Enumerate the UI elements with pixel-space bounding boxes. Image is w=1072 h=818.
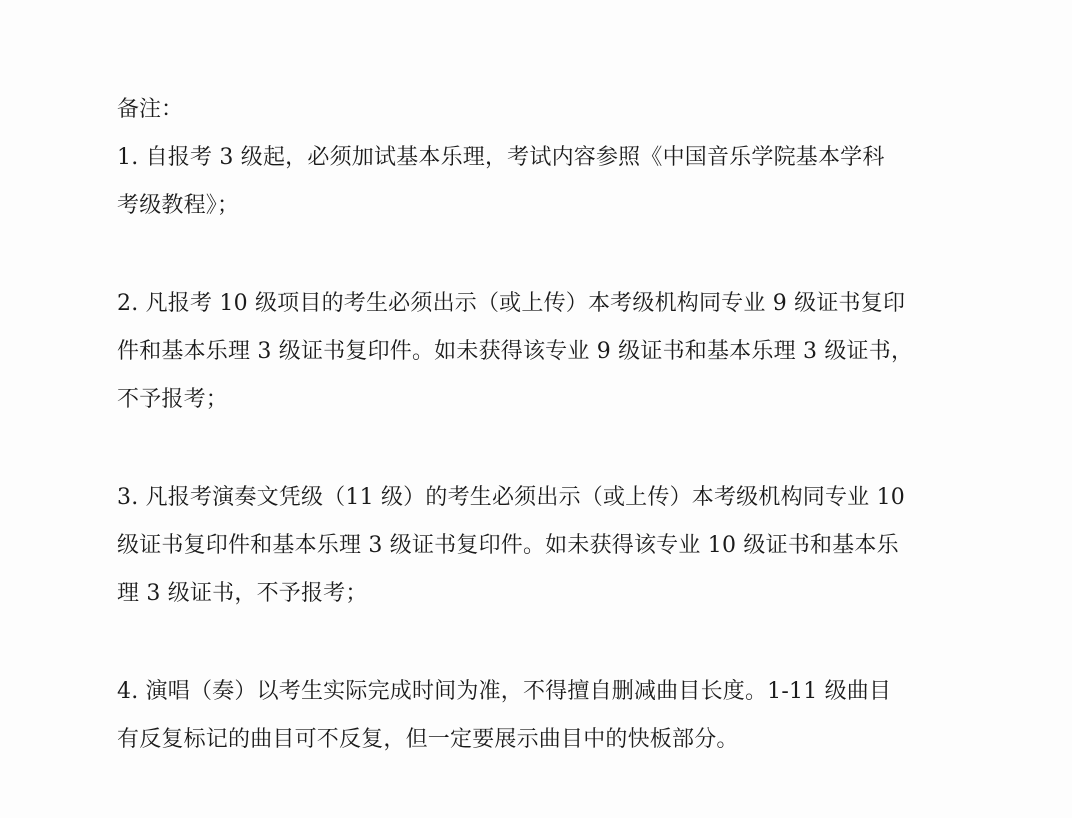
note-item-4 (117, 668, 967, 764)
note-line: 件和基本乐理 3 级证书复印件。如未获得该专业 9 级证书和基本乐理 3 级证书， (117, 339, 914, 364)
note-item-2 (117, 280, 967, 424)
note-line: 3. 凡报考演奏文凭级（11 级）的考生必须出示（或上传）本考级机构同专业 10 (117, 485, 905, 510)
note-line: 1. 自报考 3 级起，必须加试基本乐理，考试内容参照《中国音乐学院基本学科 (117, 145, 885, 170)
notes-heading: 备注： (117, 97, 184, 122)
note-item-3 (117, 474, 967, 618)
note-line: 不予报考； (117, 387, 229, 412)
note-line: 级证书复印件和基本乐理 3 级证书复印件。如未获得该专业 10 级证书和基本乐 (117, 533, 899, 558)
paragraph-gap (117, 230, 967, 280)
note-item-1 (117, 134, 967, 230)
note-line: 理 3 级证书，不予报考； (117, 581, 368, 606)
paragraph-gap (117, 618, 967, 668)
note-line: 考级教程》； (117, 193, 240, 218)
note-line: 2. 凡报考 10 级项目的考生必须出示（或上传）本考级机构同专业 9 级证书复印 (117, 291, 906, 316)
paragraph-gap (117, 424, 967, 474)
note-line: 4. 演唱（奏）以考生实际完成时间为准，不得擅自删减曲目长度。1-11 级曲目 (117, 679, 892, 704)
notes-section (117, 86, 967, 764)
note-line: 有反复标记的曲目可不反复，但一定要展示曲目中的快板部分。 (117, 727, 739, 752)
